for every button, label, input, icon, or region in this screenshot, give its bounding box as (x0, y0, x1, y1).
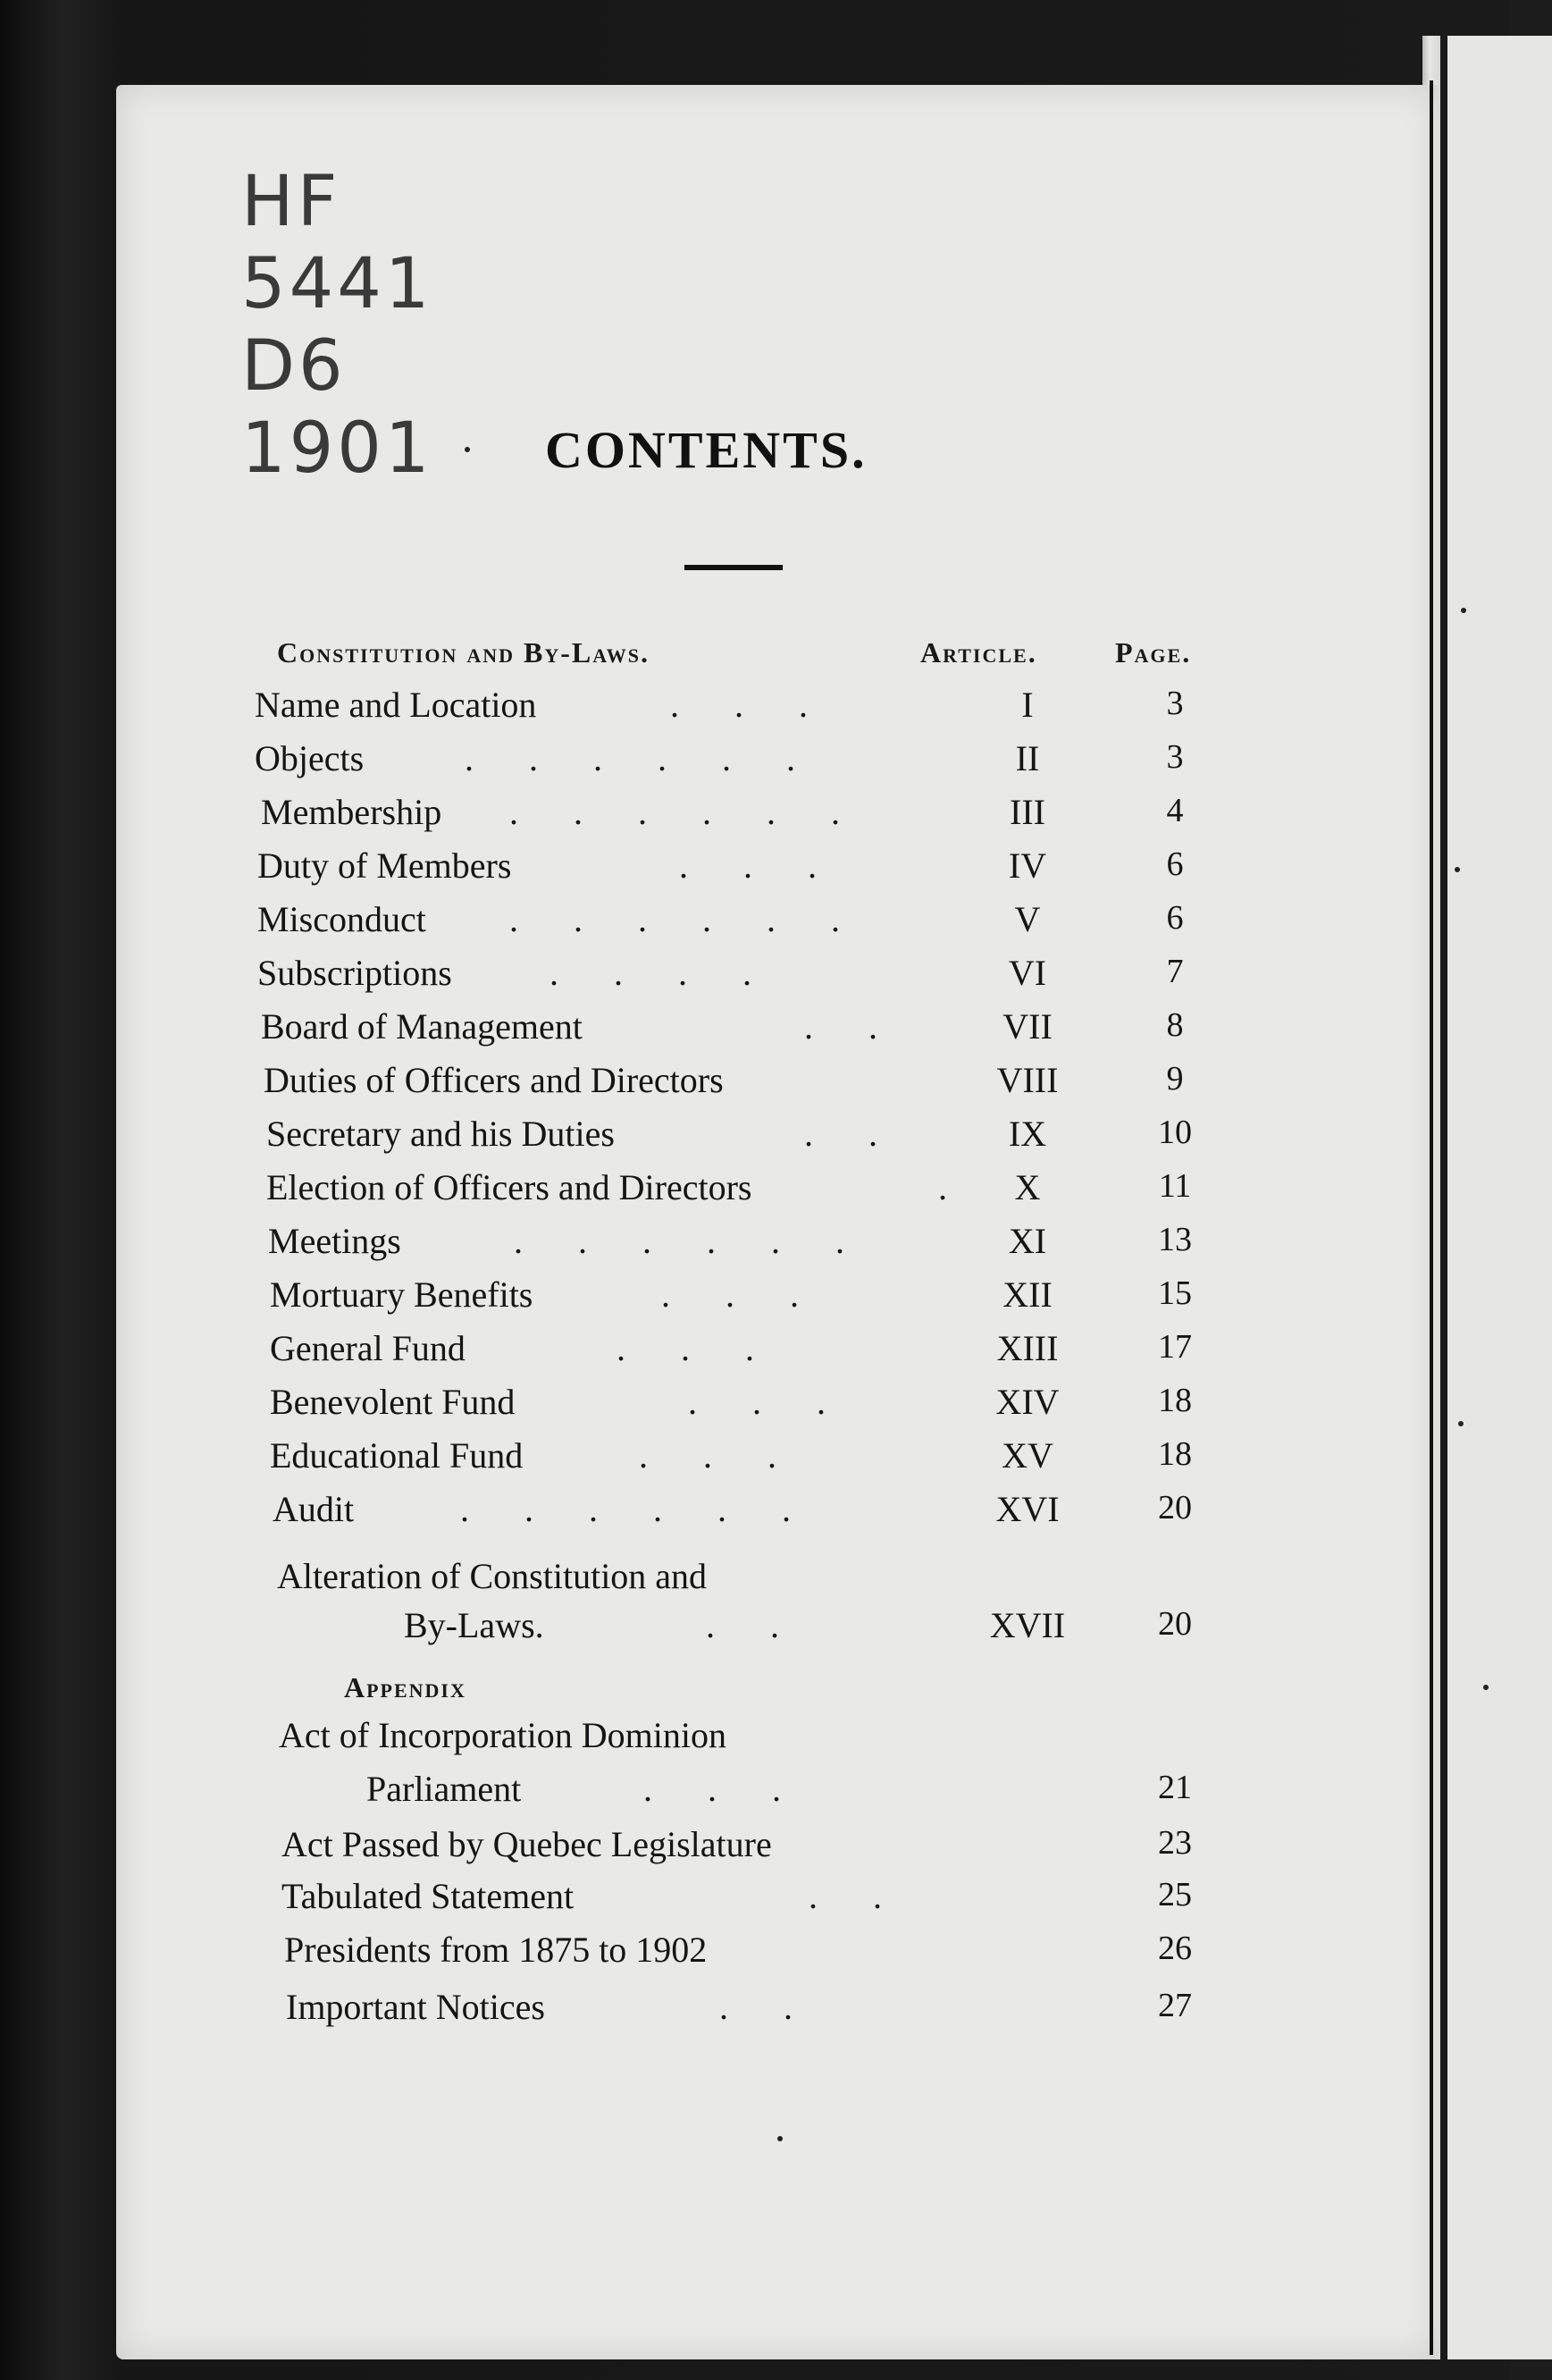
entry-leader: . . . (679, 845, 840, 886)
appendix-entry (0, 1823, 1322, 1877)
entry-page: 13 (1158, 1221, 1192, 1258)
entry-title: Act of Incorporation Dominion (279, 1715, 726, 1755)
appendix-entry (0, 1986, 1322, 2039)
entry-page: 9 (1166, 1060, 1184, 1097)
appendix-entry (0, 1875, 1322, 1929)
entry-article: V (1014, 899, 1041, 939)
entry-title: By-Laws. (404, 1605, 544, 1645)
entry-leader: . . . . . . (460, 1489, 814, 1529)
entry-leader: . . (809, 1876, 905, 1916)
toc-entry (0, 898, 1322, 952)
entry-leader: . . . (639, 1435, 800, 1476)
entry-article: VI (1008, 953, 1047, 993)
toc-entry (0, 952, 1322, 1005)
entry-article: XVII (989, 1605, 1066, 1645)
entry-article: II (1015, 738, 1040, 778)
entry-page: 7 (1166, 953, 1184, 990)
entry-leader: . . . . . . (465, 738, 818, 778)
entry-title: Name and Location (255, 685, 537, 725)
entry-leader: . . (706, 1605, 802, 1645)
entry-page: 20 (1158, 1605, 1192, 1643)
entry-title: Election of Officers and Directors (266, 1167, 752, 1207)
ink-speck (1455, 867, 1460, 872)
appendix-entry (0, 1929, 1322, 1982)
entry-title: Educational Fund (270, 1435, 524, 1476)
column-header-section: Constitution and By-Laws. (277, 636, 650, 669)
entry-page: 10 (1158, 1114, 1192, 1151)
entry-page: 25 (1158, 1876, 1192, 1913)
entry-title: Parliament (366, 1769, 522, 1809)
entry-title: Membership (261, 792, 442, 832)
entry-title: Act Passed by Quebec Legislature (281, 1824, 772, 1864)
entry-title: Duties of Officers and Directors (264, 1060, 724, 1100)
ink-speck (1461, 608, 1466, 613)
entry-title: Benevolent Fund (270, 1382, 516, 1422)
entry-leader: . . (804, 1114, 901, 1154)
entry-title: Tabulated Statement (281, 1876, 575, 1916)
entry-page: 23 (1158, 1824, 1192, 1862)
entry-page: 15 (1158, 1274, 1192, 1312)
entry-title: Duty of Members (257, 845, 512, 886)
toc-entry (0, 1274, 1322, 1327)
entry-article: VII (1003, 1006, 1053, 1047)
appendix-heading: Appendix (344, 1671, 466, 1703)
entry-article: XV (1002, 1435, 1053, 1476)
toc-entry (0, 1327, 1322, 1381)
entry-leader: . . (719, 1987, 816, 2027)
entry-article: XII (1003, 1274, 1053, 1315)
entry-leader: . . . (688, 1382, 849, 1422)
entry-article: VIII (996, 1060, 1059, 1100)
entry-title: General Fund (270, 1328, 466, 1368)
entry-page: 4 (1166, 792, 1184, 829)
entry-leader: . . . . . . (509, 899, 863, 939)
toc-entry (0, 1166, 1322, 1220)
gutter-binding-line (1430, 80, 1433, 2355)
entry-leader: . . (804, 1006, 901, 1047)
entry-page: 21 (1158, 1769, 1192, 1806)
ink-speck (1483, 1685, 1489, 1690)
entry-title: Mortuary Benefits (270, 1274, 533, 1315)
entry-article: IX (1008, 1114, 1047, 1154)
column-header-page: Page. (1115, 636, 1192, 669)
entry-page: 3 (1166, 685, 1184, 722)
entry-leader: . . . . . . (509, 792, 863, 832)
toc-entry (0, 1220, 1322, 1274)
entry-article: XIV (995, 1382, 1060, 1422)
entry-title: Meetings (268, 1221, 401, 1261)
toc-entry (0, 737, 1322, 791)
page-heading: CONTENTS. (545, 421, 868, 479)
ink-speck (777, 2136, 783, 2141)
entry-title: Board of Management (261, 1006, 583, 1047)
facing-page-edge (1447, 36, 1552, 2359)
entry-leader: . . . . (549, 953, 775, 993)
entry-title: Subscriptions (257, 953, 452, 993)
toc-entry (0, 1005, 1322, 1059)
heading-rule (684, 565, 783, 570)
entry-title: Objects (255, 738, 365, 778)
entry-page: 6 (1166, 845, 1184, 883)
toc-entry (0, 1059, 1322, 1113)
shelfmark-line: 1901 (241, 408, 433, 489)
entry-article: XI (1008, 1221, 1047, 1261)
entry-page: 18 (1158, 1435, 1192, 1473)
entry-page: 18 (1158, 1382, 1192, 1419)
entry-article: XVI (995, 1489, 1060, 1529)
entry-page: 11 (1158, 1167, 1192, 1205)
entry-title: Secretary and his Duties (266, 1114, 615, 1154)
ink-speck (1458, 1421, 1464, 1426)
toc-entry (0, 1113, 1322, 1166)
entry-page: 27 (1158, 1987, 1192, 2024)
entry-page: 26 (1158, 1930, 1192, 1967)
entry-title: Presidents from 1875 to 1902 (284, 1930, 708, 1970)
toc-entry (0, 1434, 1322, 1488)
entry-article: X (1014, 1167, 1041, 1207)
entry-leader: . . . (661, 1274, 822, 1315)
toc-entry (0, 791, 1322, 845)
shelfmark-line: HF (241, 162, 341, 242)
entry-title: Audit (273, 1489, 355, 1529)
shelfmark-line: 5441 (241, 244, 433, 324)
toc-entry (0, 1381, 1322, 1434)
ink-speck (465, 447, 470, 452)
entry-leader: . . . (643, 1769, 804, 1809)
entry-article: XIII (996, 1328, 1059, 1368)
entry-leader: . . . (670, 685, 831, 725)
column-header-article: Article. (920, 636, 1037, 669)
entry-title: Important Notices (286, 1987, 545, 2027)
toc-entry (0, 845, 1322, 898)
appendix-entry (0, 1768, 1322, 1821)
entry-article: III (1010, 792, 1045, 832)
entry-page: 6 (1166, 899, 1184, 937)
entry-leader: . (938, 1167, 970, 1207)
entry-title: Alteration of Constitution and (277, 1556, 708, 1596)
entry-page: 3 (1166, 738, 1184, 776)
entry-page: 8 (1166, 1006, 1184, 1044)
handwritten-shelfmark (241, 161, 433, 490)
entry-article: I (1021, 685, 1034, 725)
toc-entry (0, 1555, 1322, 1609)
toc-entry (0, 1604, 1322, 1658)
entry-page: 17 (1158, 1328, 1192, 1366)
entry-article: IV (1008, 845, 1047, 886)
shelfmark-line: D6 (241, 326, 347, 407)
entry-title: Misconduct (257, 899, 426, 939)
entry-leader: . . . . . . (514, 1221, 868, 1261)
toc-entry (0, 1488, 1322, 1542)
entry-page: 20 (1158, 1489, 1192, 1526)
toc-entry (0, 684, 1322, 737)
appendix-entry (0, 1714, 1322, 1768)
entry-leader: . . . (617, 1328, 777, 1368)
